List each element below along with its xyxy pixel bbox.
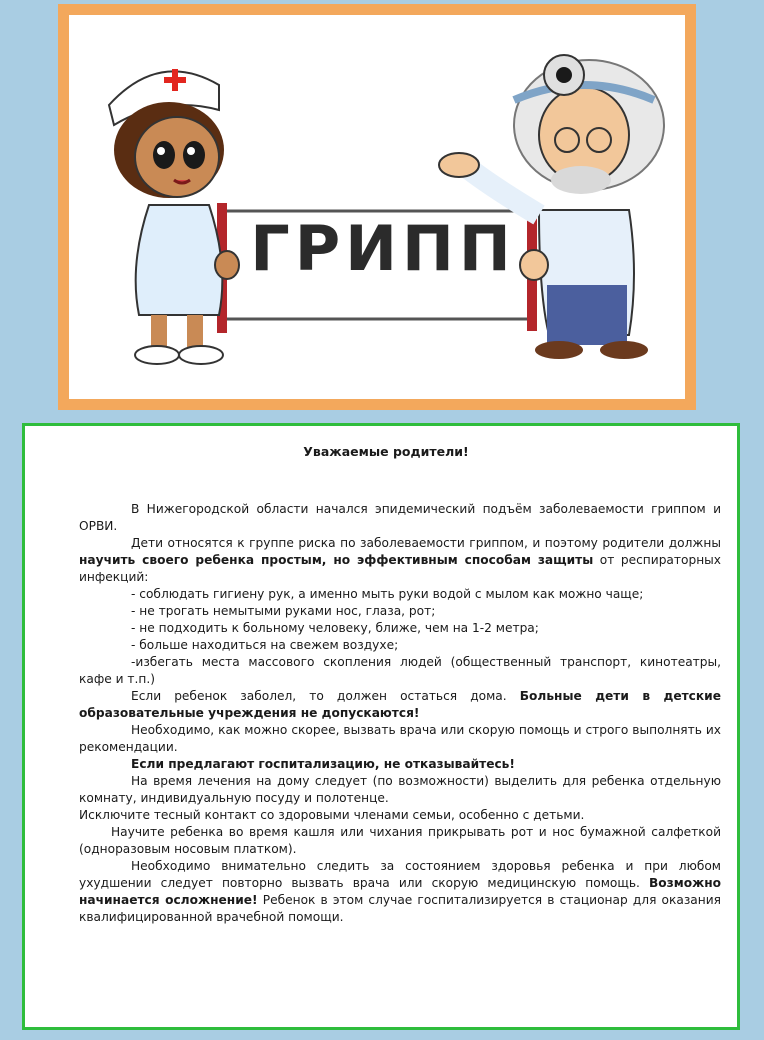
list-item: - не трогать немытыми руками нос, глаза, рот;: [131, 604, 436, 618]
paragraph-risk-group-end: от респираторных инфекций:: [79, 553, 721, 584]
paragraph-monitor-health: [79, 858, 721, 926]
poster-frame: [58, 4, 696, 410]
paragraph-call-doctor: Необходимо, как можно скорее, вызвать врача или скорую помощь и строго выполнять их рекомендации.: [79, 723, 721, 754]
paragraph-risk-group-text: Дети относятся к группе риска по заболеваемости гриппом, и поэтому родители должны: [131, 536, 721, 550]
paragraph-stay-home-bold: Больные дети в детские образовательные учреждения не допускаются!: [79, 689, 721, 720]
list-item: - соблюдать гигиену рук, а именно мыть руки водой с мылом как можно чаще;: [131, 587, 644, 601]
parent-notice-document: [22, 423, 740, 1030]
list-item: -избегать места массового скопления людей (общественный транспорт, кинотеатры, кафе и т.п.): [79, 655, 721, 686]
paragraph-home-treatment: На время лечения на дому следует (по возможности) выделить для ребенка отдельную комнату, индивидуальную посуду и полотенце.: [79, 774, 721, 805]
paragraph-avoid-contact: Исключите тесный контакт со здоровыми членами семьи, особенно с детьми.: [79, 808, 585, 822]
sign-text: ГРИПП: [250, 212, 516, 285]
document-body: [79, 501, 721, 926]
cartoon-doctors-illustration: [69, 15, 685, 399]
paragraph-monitor-health-end: Ребенок в этом случае госпитализируется в стационар для оказания квалифицированной врачебной помощи.: [79, 893, 721, 924]
paragraph-monitor-health-bold: Возможно начинается осложнение!: [79, 876, 721, 907]
paragraph-stay-home: [79, 688, 721, 722]
poster-illustration: [69, 15, 685, 399]
paragraph-epidemic: В Нижегородской области начался эпидемический подъём заболеваемости гриппом и ОРВИ.: [79, 502, 721, 533]
document-title: Уважаемые родители!: [303, 444, 469, 459]
paragraph-monitor-health-text: Необходимо внимательно следить за состоянием здоровья ребенка и при любом ухудшении следует повторно вызвать врача или скорую медицинскую помощь.: [79, 859, 721, 890]
paragraph-hospitalization: Если предлагают госпитализацию, не отказывайтесь!: [131, 757, 515, 771]
list-item: - не подходить к больному человеку, ближе, чем на 1-2 метра;: [131, 621, 539, 635]
paragraph-stay-home-text: Если ребенок заболел, то должен остаться дома.: [131, 689, 520, 703]
paragraph-risk-group-bold: научить своего ребенка простым, но эффективным способам защиты: [79, 553, 594, 567]
list-item: - больше находиться на свежем воздухе;: [131, 638, 399, 652]
paragraph-cough-hygiene: Научите ребенка во время кашля или чихания прикрывать рот и нос бумажной салфеткой (одноразовым носовым платком).: [79, 825, 721, 856]
paragraph-risk-group: [79, 535, 721, 586]
